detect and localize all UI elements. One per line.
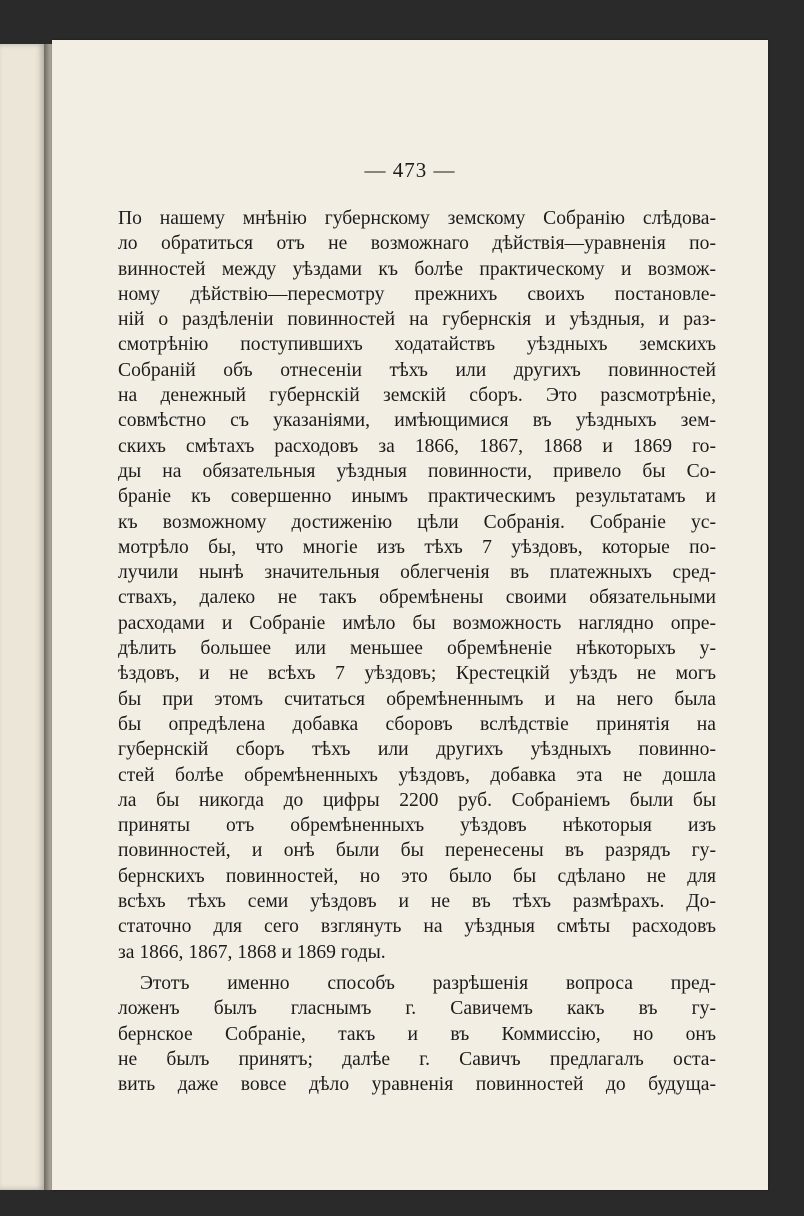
text-line: ному дѣйствію—пересмотру прежнихъ своихъ постановле- bbox=[118, 283, 716, 305]
page-number: — 473 — bbox=[364, 158, 456, 182]
text-line: Этотъ именно способъ разрѣшенія вопроса пред- bbox=[140, 972, 716, 994]
text-block bbox=[118, 206, 716, 1097]
text-line: приняты отъ обремѣненныхъ уѣздовъ нѣкоторыя изъ bbox=[118, 815, 716, 837]
text-line: за 1866, 1867, 1868 и 1869 годы. bbox=[118, 941, 386, 963]
text-line: ло обратиться отъ не возможнаго дѣйствія—уравненія по- bbox=[118, 233, 716, 255]
text-line: ложенъ былъ гласнымъ г. Савичемъ какъ въ гу- bbox=[118, 998, 716, 1020]
text-line: ла бы никогда до цифры 2200 руб. Собраніемъ были бы bbox=[118, 789, 716, 811]
text-line: статочно для сего взглянуть на уѣздныя смѣты расходовъ bbox=[118, 916, 716, 938]
text-line: на денежный губернскій земскій сборъ. Это разсмотрѣніе, bbox=[118, 385, 716, 407]
text-line: вить даже вовсе дѣло уравненія повинностей до будуща- bbox=[118, 1074, 716, 1096]
text-line: По нашему мнѣнію губернскому земскому Собранію слѣдова- bbox=[118, 208, 716, 229]
text-line: совмѣстно съ указаніями, имѣющимися въ уѣздныхъ зем- bbox=[118, 410, 716, 432]
text-line: повинностей, и онѣ были бы перенесены въ разрядъ гу- bbox=[118, 840, 716, 862]
book-gutter bbox=[44, 44, 52, 1190]
text-line: бы при этомъ считаться обремѣненнымъ и на него была bbox=[118, 688, 716, 710]
text-line: къ возможному достиженію цѣли Собранія. Собраніе ус- bbox=[118, 511, 716, 533]
paragraph-1 bbox=[118, 206, 716, 965]
text-line: Собраній объ отнесеніи тѣхъ или другихъ повинностей bbox=[118, 359, 716, 381]
text-line: ній о раздѣленіи повинностей на губернскія и уѣздныя, и раз- bbox=[118, 309, 716, 331]
text-line: смотрѣнію поступившихъ ходатайствъ уѣздныхъ земскихъ bbox=[118, 334, 716, 356]
text-line: бы опредѣлена добавка сборовъ вслѣдствіе принятія на bbox=[118, 713, 716, 735]
text-line: стей болѣе обремѣненныхъ уѣздовъ, добавка эта не дошла bbox=[118, 764, 716, 786]
text-line: губернскій сборъ тѣхъ или другихъ уѣздныхъ повинно- bbox=[118, 739, 716, 761]
previous-page-edge bbox=[0, 44, 44, 1190]
text-line: бернскихъ повинностей, но это было бы сдѣлано не для bbox=[118, 865, 716, 887]
text-line: ствахъ, далеко не такъ обремѣнены своими обязательными bbox=[118, 587, 716, 609]
text-line: браніе къ совершенно инымъ практическимъ результатамъ и bbox=[118, 486, 716, 508]
text-line: не былъ принятъ; далѣе г. Савичъ предлагалъ оста- bbox=[118, 1048, 716, 1070]
book-page bbox=[52, 40, 768, 1190]
text-line: лучили нынѣ значительныя облегченія въ платежныхъ сред- bbox=[118, 562, 716, 584]
text-line: ѣздовъ, и не всѣхъ 7 уѣздовъ; Крестецкій уѣздъ не могъ bbox=[118, 663, 716, 685]
text-line: мотрѣло бы, что многіе изъ тѣхъ 7 уѣздовъ, которые по- bbox=[118, 536, 716, 558]
text-line: расходами и Собраніе имѣло бы возможность наглядно опре- bbox=[118, 612, 716, 634]
text-line: скихъ смѣтахъ расходовъ за 1866, 1867, 1868 и 1869 го- bbox=[118, 435, 716, 457]
text-line: винностей между уѣздами къ болѣе практическому и возмож- bbox=[118, 258, 716, 280]
text-line: бернское Собраніе, такъ и въ Коммиссію, но онъ bbox=[118, 1023, 716, 1045]
text-line: ды на обязательныя уѣздныя повинности, привело бы Со- bbox=[118, 460, 716, 482]
paragraph-2 bbox=[118, 971, 716, 1097]
text-line: дѣлить большее или меньшее обремѣненіе нѣкоторыхъ у- bbox=[118, 638, 716, 660]
text-line: всѣхъ тѣхъ семи уѣздовъ и не въ тѣхъ размѣрахъ. До- bbox=[118, 891, 716, 913]
